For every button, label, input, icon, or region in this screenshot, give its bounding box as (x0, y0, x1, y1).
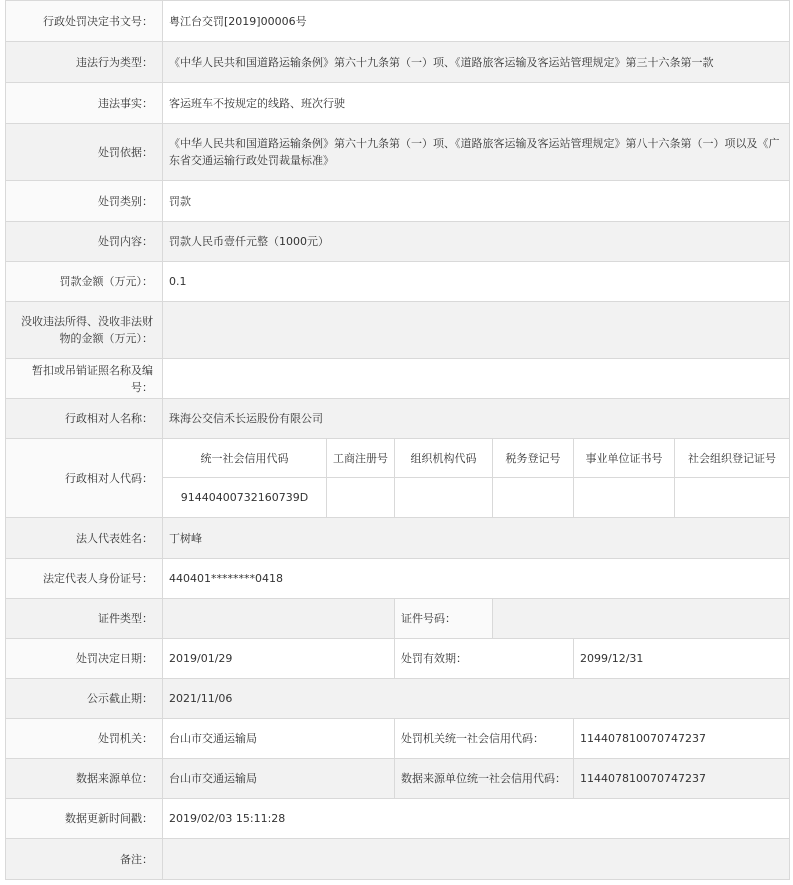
label: 处罚有效期： (395, 639, 574, 679)
row-penalty-basis (6, 124, 790, 181)
row-party-code-header (6, 439, 790, 478)
row-party-name (6, 399, 790, 439)
code-value (395, 478, 493, 518)
code-value (675, 478, 790, 518)
row-violation-type (6, 42, 790, 83)
row-penalty-content (6, 222, 790, 262)
label: 行政相对人名称： (6, 399, 163, 439)
value (163, 839, 790, 880)
code-header: 组织机构代码 (395, 439, 493, 478)
label: 处罚机关统一社会信用代码： (395, 719, 574, 759)
row-fine-amount (6, 262, 790, 302)
label: 处罚决定日期： (6, 639, 163, 679)
value: 《中华人民共和国道路运输条例》第六十九条第（一）项、《道路旅客运输及客运站管理规定》第三十六条第一款 (163, 42, 790, 83)
value: 2099/12/31 (574, 639, 790, 679)
row-certificate (6, 599, 790, 639)
label: 数据更新时间戳： (6, 799, 163, 839)
row-doc-no (6, 1, 790, 42)
code-value (574, 478, 675, 518)
value: 114407810070747237 (574, 719, 790, 759)
label: 证件类型： (6, 599, 163, 639)
code-header: 统一社会信用代码 (163, 439, 327, 478)
label: 违法事实： (6, 83, 163, 124)
code-header: 社会组织登记证号 (675, 439, 790, 478)
label: 没收违法所得、没收非法财物的金额（万元）： (6, 302, 163, 359)
row-data-source (6, 759, 790, 799)
row-legal-rep (6, 518, 790, 559)
code-value: 91440400732160739D (163, 478, 327, 518)
penalty-table (5, 0, 790, 880)
code-header: 工商注册号 (327, 439, 395, 478)
value: 440401********0418 (163, 559, 790, 599)
value: 《中华人民共和国道路运输条例》第六十九条第（一）项、《道路旅客运输及客运站管理规定》第八十六条第（一）项以及《广东省交通运输行政处罚裁量标准》 (163, 124, 790, 181)
label: 法定代表人身份证号： (6, 559, 163, 599)
value: 2019/01/29 (163, 639, 395, 679)
row-dates (6, 639, 790, 679)
label: 备注： (6, 839, 163, 880)
value (493, 599, 790, 639)
value: 粤江台交罚[2019]00006号 (163, 1, 790, 42)
value (163, 302, 790, 359)
row-penalty-category (6, 181, 790, 222)
row-license (6, 359, 790, 399)
row-remark (6, 839, 790, 880)
label: 法人代表姓名： (6, 518, 163, 559)
label: 处罚依据： (6, 124, 163, 181)
label: 罚款金额（万元）： (6, 262, 163, 302)
value (163, 359, 790, 399)
row-legal-id (6, 559, 790, 599)
value: 0.1 (163, 262, 790, 302)
label: 数据来源单位统一社会信用代码： (395, 759, 574, 799)
value: 2021/11/06 (163, 679, 790, 719)
value: 2019/02/03 15:11:28 (163, 799, 790, 839)
label: 行政处罚决定书文号： (6, 1, 163, 42)
label: 行政相对人代码： (6, 439, 163, 518)
value: 丁树峰 (163, 518, 790, 559)
label: 处罚类别： (6, 181, 163, 222)
value: 罚款 (163, 181, 790, 222)
row-publish-end (6, 679, 790, 719)
label: 公示截止期： (6, 679, 163, 719)
label: 处罚内容： (6, 222, 163, 262)
value: 114407810070747237 (574, 759, 790, 799)
row-updated (6, 799, 790, 839)
penalty-record (5, 0, 789, 880)
code-value (493, 478, 574, 518)
row-confiscation (6, 302, 790, 359)
value: 台山市交通运输局 (163, 759, 395, 799)
code-header: 事业单位证书号 (574, 439, 675, 478)
value: 罚款人民币壹仟元整（1000元） (163, 222, 790, 262)
label: 违法行为类型： (6, 42, 163, 83)
value (163, 599, 395, 639)
code-value (327, 478, 395, 518)
label: 处罚机关： (6, 719, 163, 759)
value: 客运班车不按规定的线路、班次行驶 (163, 83, 790, 124)
code-header: 税务登记号 (493, 439, 574, 478)
label: 暂扣或吊销证照名称及编号： (6, 359, 163, 399)
row-authority (6, 719, 790, 759)
label: 证件号码： (395, 599, 493, 639)
value: 珠海公交信禾长运股份有限公司 (163, 399, 790, 439)
label: 数据来源单位： (6, 759, 163, 799)
row-violation-fact (6, 83, 790, 124)
value: 台山市交通运输局 (163, 719, 395, 759)
